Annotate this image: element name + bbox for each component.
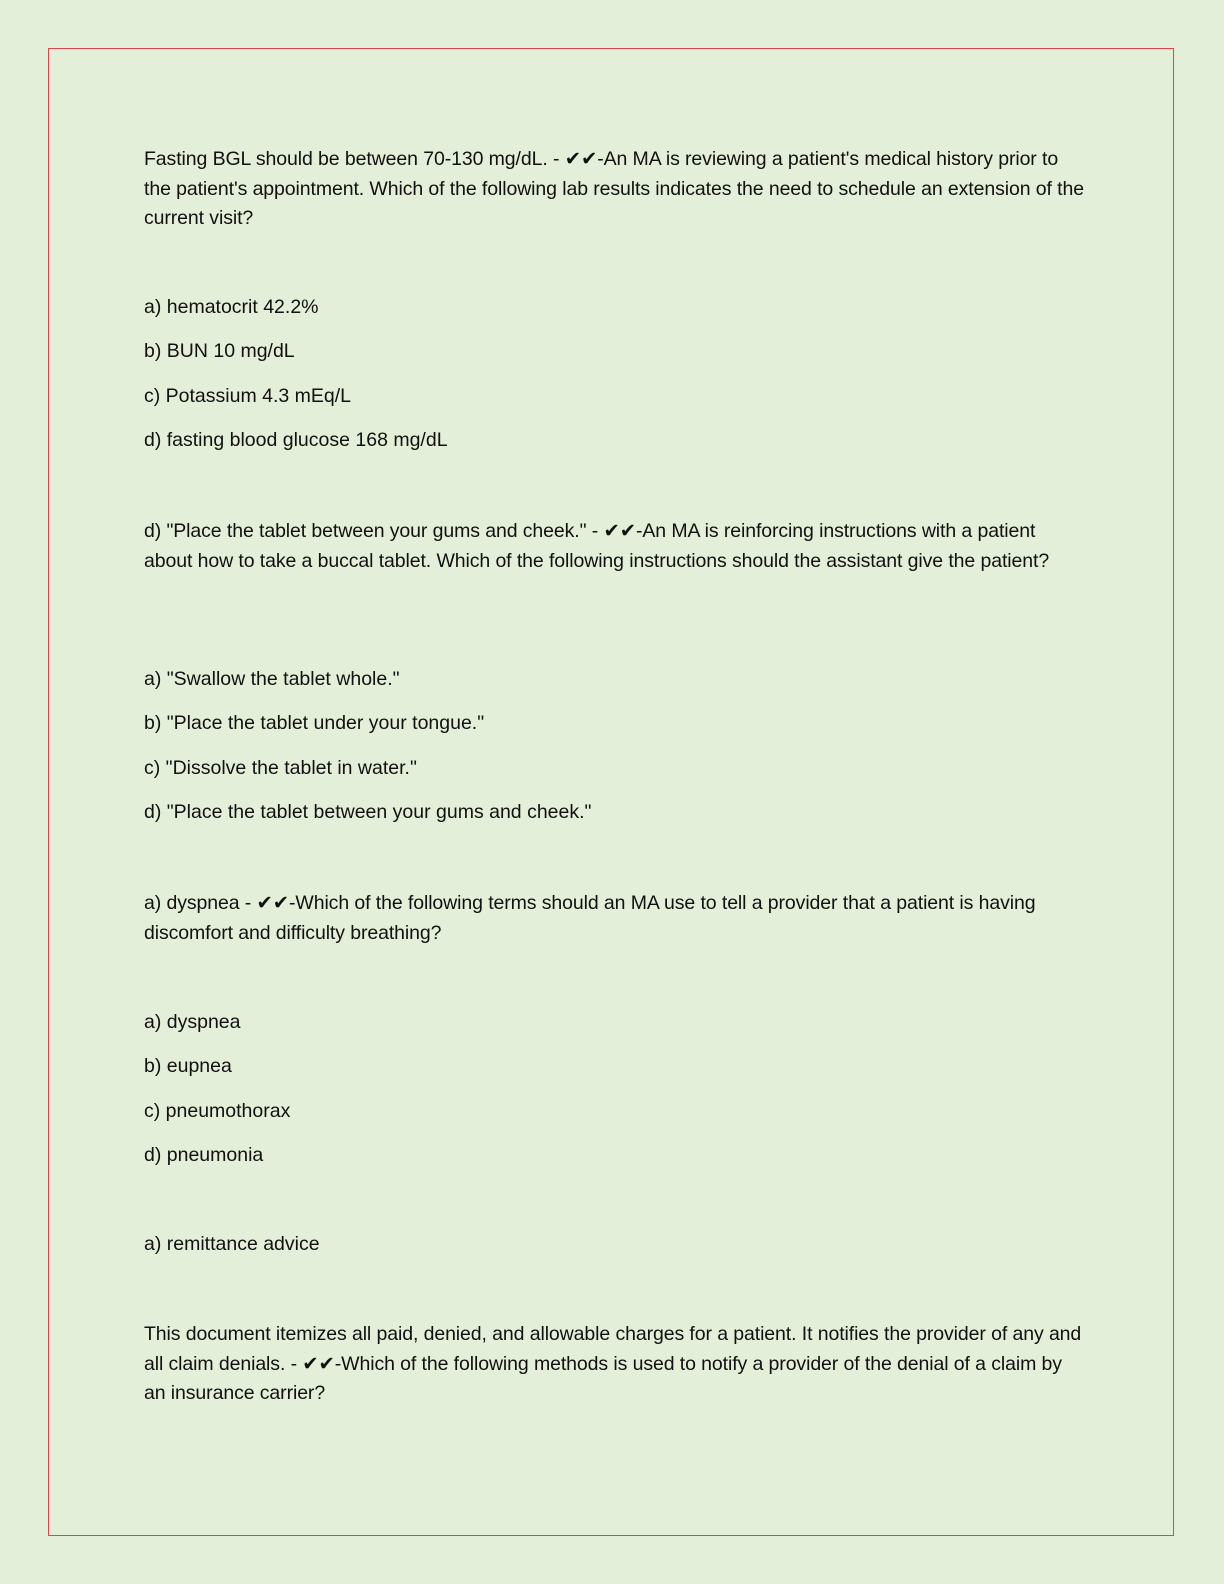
double-check-icon: ✔✔ (302, 1352, 335, 1375)
page-border (48, 48, 1174, 1536)
answer-text: This document itemizes all paid, denied, and allowable charges for a patient. It notifies the provider of any and all claim denials. (144, 1323, 1082, 1375)
option-c: c) pneumothorax (144, 1100, 291, 1122)
answer-text: a) dyspnea (144, 892, 240, 914)
option-b: b) BUN 10 mg/dL (144, 340, 295, 362)
option-d: d) "Place the tablet between your gums and cheek." (144, 801, 592, 823)
answer-line: a) remittance advice (144, 1233, 320, 1255)
double-check-icon: ✔✔ (256, 892, 289, 914)
option-c: c) Potassium 4.3 mEq/L (144, 385, 351, 407)
option-b: b) "Place the tablet under your tongue." (144, 712, 485, 734)
option-b: b) eupnea (144, 1055, 232, 1077)
option-c: c) "Dissolve the tablet in water." (144, 757, 417, 779)
question-text: -An MA is reinforcing instructions with a patient about how to take a buccal tablet. Which of the following instructions should the assistant give the patient? (144, 520, 1050, 572)
question-text: -An MA is reviewing a patient's medical history prior to the patient's appointment. Which of the following lab results indicates the need to schedule an extension of the current visit? (144, 148, 1084, 229)
qa-paragraph-4: This document itemizes all paid, denied, and allowable charges for a patient. It notifies the provider of any and all claim denials. - ✔✔-Which of the following methods is used to notify a provider of the denial of a claim by an insurance carrier? (144, 1323, 1082, 1404)
option-d: d) fasting blood glucose 168 mg/dL (144, 429, 448, 451)
option-a: a) dyspnea (144, 1011, 241, 1033)
qa-paragraph-2: d) "Place the tablet between your gums and cheek." - ✔✔-An MA is reinforcing instructions with a patient about how to take a buccal tablet. Which of the following instructions should the assistant give the patient? (144, 520, 1050, 572)
option-a: a) hematocrit 42.2% (144, 296, 319, 318)
qa-paragraph-1: Fasting BGL should be between 70-130 mg/dL. - ✔✔-An MA is reviewing a patient's medical history prior to the patient's appointment. Which of the following lab results indicates the need to schedule an extension of the current visit? (144, 148, 1084, 229)
option-a: a) "Swallow the tablet whole." (144, 668, 400, 690)
double-check-icon: ✔✔ (603, 520, 636, 542)
answer-text: d) "Place the tablet between your gums and cheek." (144, 520, 587, 542)
question-text: -Which of the following methods is used to notify a provider of the denial of a claim by an insurance carrier? (144, 1352, 1062, 1404)
option-d: d) pneumonia (144, 1144, 264, 1166)
answer-text: Fasting BGL should be between 70-130 mg/dL. (144, 148, 548, 170)
double-check-icon: ✔✔ (564, 148, 598, 170)
qa-paragraph-3: a) dyspnea - ✔✔-Which of the following terms should an MA use to tell a provider that a patient is having discomfort and difficulty breathing? (144, 892, 1036, 944)
question-text: -Which of the following terms should an MA use to tell a provider that a patient is having discomfort and difficulty breathing? (144, 892, 1036, 944)
